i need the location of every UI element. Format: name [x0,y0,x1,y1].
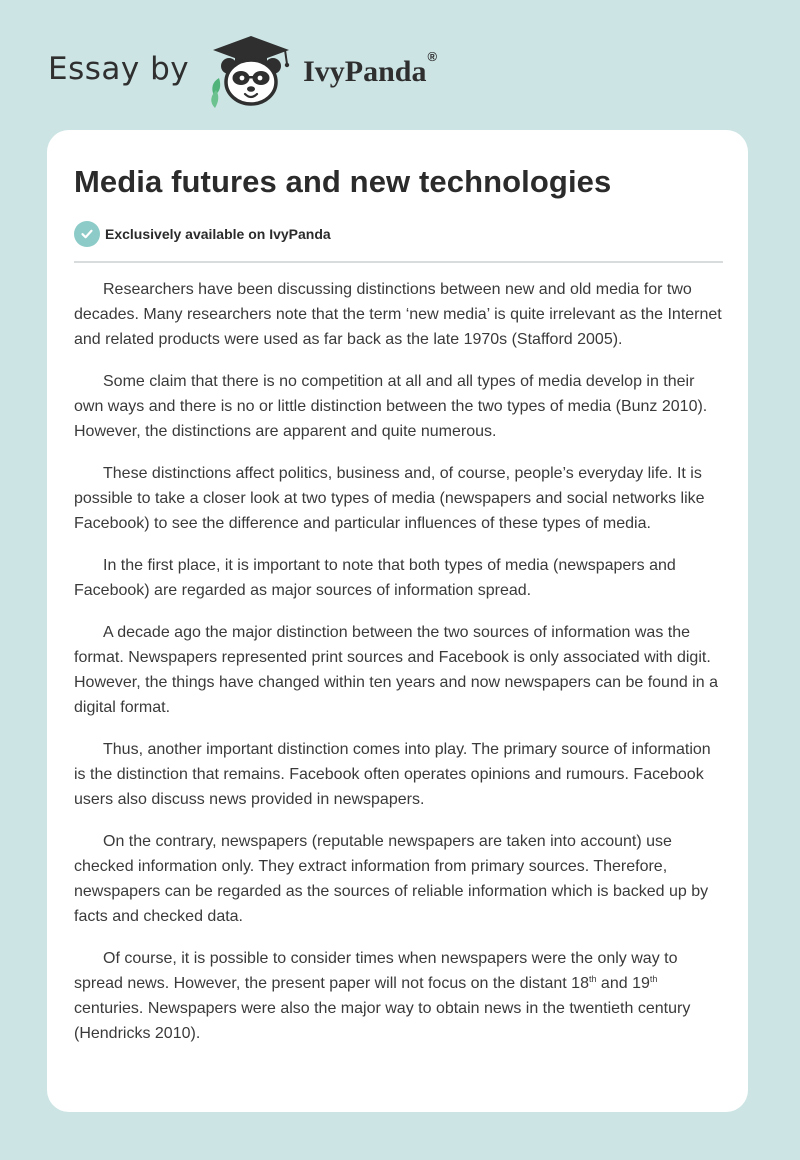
article-card [47,130,748,1112]
paragraph: These distinctions affect politics, business and, of course, people’s everyday life. It is possible to take a closer look at two types of media (newspapers and social networks like Facebook) to see the difference and particular influences of these types of media. [74,465,705,532]
exclusive-badge [74,221,331,247]
paragraph: Some claim that there is no competition at all and all types of media develop in their own ways and there is no or little distinction between the two types of media (Bunz 2010). However, the distinctions are apparent and quite numerous. [74,373,708,440]
article-body [74,277,724,1063]
divider [74,261,723,263]
paragraph: In the first place, it is important to note that both types of media (newspapers and Facebook) are regarded as major sources of information spread. [74,557,676,599]
paragraph: A decade ago the major distinction between the two sources of information was the format. Newspapers represented print sources and Facebook is only associated with digit. However, the things have changed within ten years and now newspapers can be found in a digital format. [74,624,718,716]
paragraph: On the contrary, newspapers (reputable newspapers are taken into account) use checked information only. They extract information from primary sources. Therefore, newspapers can be regarded as the sources of reliable information which is backed up by facts and checked data. [74,833,709,925]
panda-logo-icon [205,34,299,108]
brand-name: IvyPanda® [303,49,438,88]
exclusive-badge-text: Exclusively available on IvyPanda [105,226,331,242]
article-title: Media futures and new technologies [74,164,612,199]
check-icon [74,221,100,247]
paragraph: Researchers have been discussing distinctions between new and old media for two decades. Many researchers note that the term ‘new media’ is quite irrelevant as the Internet and related products were used as far back as the late 1970s (Stafford 2005). [74,281,722,348]
paragraph-last: Of course, it is possible to consider times when newspapers were the only way to spread news. However, the present paper will not focus on the distant 18th and 19th centuries. Newspapers were also the major way to obtain news in the twentieth century (Hendricks 2010). [74,950,691,1042]
paragraph: Thus, another important distinction comes into play. The primary source of information is the distinction that remains. Facebook often operates opinions and rumours. Facebook users also discuss news provided in newspapers. [74,741,711,808]
brand-prefix: Essay by [48,51,190,87]
brand-logo[interactable] [48,34,437,108]
